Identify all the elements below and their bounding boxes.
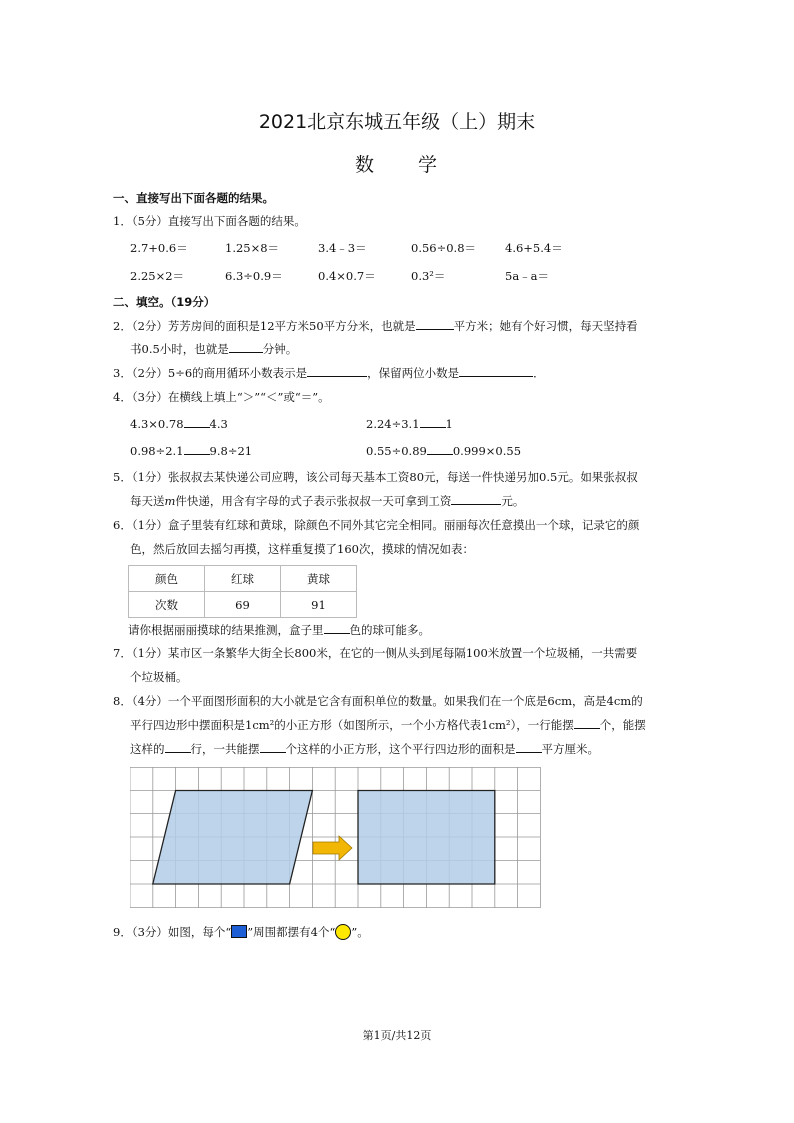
answer-blank[interactable] — [165, 741, 191, 753]
q2-line1: 2．（2分）芳芳房间的面积是12平方米50平方分米，也就是 平方米；她有个好习惯，每天坚持看 — [113, 319, 638, 333]
q6-line2: 色，然后放回去摇匀再摸，这样重复摸了160次，摸球的情况如表： — [130, 542, 474, 556]
q4-compare-1: 4.3×0.78 4.3 — [130, 417, 228, 431]
q1-item: 4.6+5.4＝ — [505, 241, 563, 255]
table-header-red: 红球 — [205, 566, 281, 592]
answer-blank[interactable] — [516, 741, 542, 753]
q1-item: 2.25×2＝ — [130, 269, 185, 283]
q8-line1: 8．（4分）一个平面图形面积的大小就是它含有面积单位的数量。如果我们在一个底是6cm，高是4cm的 — [113, 694, 643, 708]
q4-compare-3: 0.98÷2.1 9.8÷21 — [130, 444, 253, 458]
q8-line3: 这样的 行，一共能摆 个这样的小正方形，这个平行四边形的面积是 平方厘米。 — [130, 742, 599, 756]
section-1-heading: 一、直接写出下面各题的结果。 — [113, 191, 274, 205]
q1-item: 5a﹣a＝ — [505, 269, 550, 283]
document-title: 2021北京东城五年级（上）期末 — [258, 111, 536, 133]
answer-blank[interactable] — [260, 741, 286, 753]
answer-blank[interactable] — [184, 443, 210, 455]
q1-item: 1.25×8＝ — [225, 241, 280, 255]
q3-line: 3．（2分）5÷6的商用循环小数表示是 ，保留两位小数是 ． — [113, 366, 545, 380]
answer-blank[interactable] — [420, 416, 446, 428]
table-cell-yellow-count: 91 — [281, 592, 357, 618]
q9-line: 9．（3分）如图，每个“ ”周围都摆有4个“ ”。 — [113, 925, 369, 939]
subject-title: 数 学 — [354, 154, 439, 176]
q1-item: 2.7+0.6＝ — [130, 241, 188, 255]
q1-item: 0.3²＝ — [411, 269, 446, 283]
parallelogram-shape — [153, 791, 313, 885]
q7-line1: 7．（1分）某市区一条繁华大街全长800米，在它的一侧从头到尾每隔100米放置一个垃圾桶，一共需要 — [113, 646, 638, 660]
q7-line2: 个垃圾桶。 — [130, 670, 188, 684]
answer-blank[interactable] — [229, 341, 263, 353]
q5-line2: 每天送m件快递，用含有字母的式子表示张叔叔一天可拿到工资 元。 — [130, 494, 525, 508]
section-2-heading: 二、填空。（19分） — [113, 295, 216, 309]
page-number: 第1页/共12页 — [362, 1029, 432, 1042]
q2-line2: 书0.5小时，也就是 分钟。 — [130, 342, 298, 356]
ball-count-table — [128, 565, 357, 618]
answer-blank[interactable] — [307, 365, 367, 377]
blue-square-icon — [231, 925, 247, 938]
q4-compare-2: 2.24÷3.1 1 — [366, 417, 453, 431]
q6-line1: 6．（1分）盒子里装有红球和黄球，除颜色不同外其它完全相同。丽丽每次任意摸出一个球，记录它的颜 — [113, 518, 640, 532]
table-row-label: 次数 — [129, 592, 205, 618]
answer-blank[interactable] — [427, 443, 453, 455]
answer-blank[interactable] — [416, 318, 454, 330]
answer-blank[interactable] — [184, 416, 210, 428]
q1-stem: 1．（5分）直接写出下面各题的结果。 — [113, 214, 306, 228]
parallelogram-grid-figure — [130, 767, 542, 909]
transform-arrow-icon — [313, 836, 352, 860]
table-header-color: 颜色 — [129, 566, 205, 592]
q1-item: 0.4×0.7＝ — [318, 269, 376, 283]
answer-blank[interactable] — [574, 717, 600, 729]
answer-blank[interactable] — [451, 493, 501, 505]
table-cell-red-count: 69 — [205, 592, 281, 618]
q8-line2: 平行四边形中摆面积是1cm²的小正方形（如图所示，一个小方格代表1cm²），一行能摆 个，能摆 — [130, 718, 646, 732]
answer-blank[interactable] — [459, 365, 533, 377]
rectangle-shape — [358, 791, 495, 885]
q4-stem: 4．（3分）在横线上填上“＞”“＜”或“＝”。 — [113, 390, 330, 404]
q4-compare-4: 0.55÷0.89 0.999×0.55 — [366, 444, 522, 458]
q5-line1: 5．（1分）张叔叔去某快递公司应聘，该公司每天基本工资80元，每送一件快递另加0.5元。如果张叔叔 — [113, 470, 638, 484]
answer-blank[interactable] — [324, 622, 350, 634]
yellow-circle-icon — [335, 924, 351, 940]
q1-item: 3.4﹣3＝ — [318, 241, 367, 255]
table-header-yellow: 黄球 — [281, 566, 357, 592]
q1-item: 0.56÷0.8＝ — [411, 241, 477, 255]
q1-item: 6.3÷0.9＝ — [225, 269, 283, 283]
q6-line3: 请你根据丽丽摸球的结果推测，盒子里 色的球可能多。 — [128, 623, 430, 637]
